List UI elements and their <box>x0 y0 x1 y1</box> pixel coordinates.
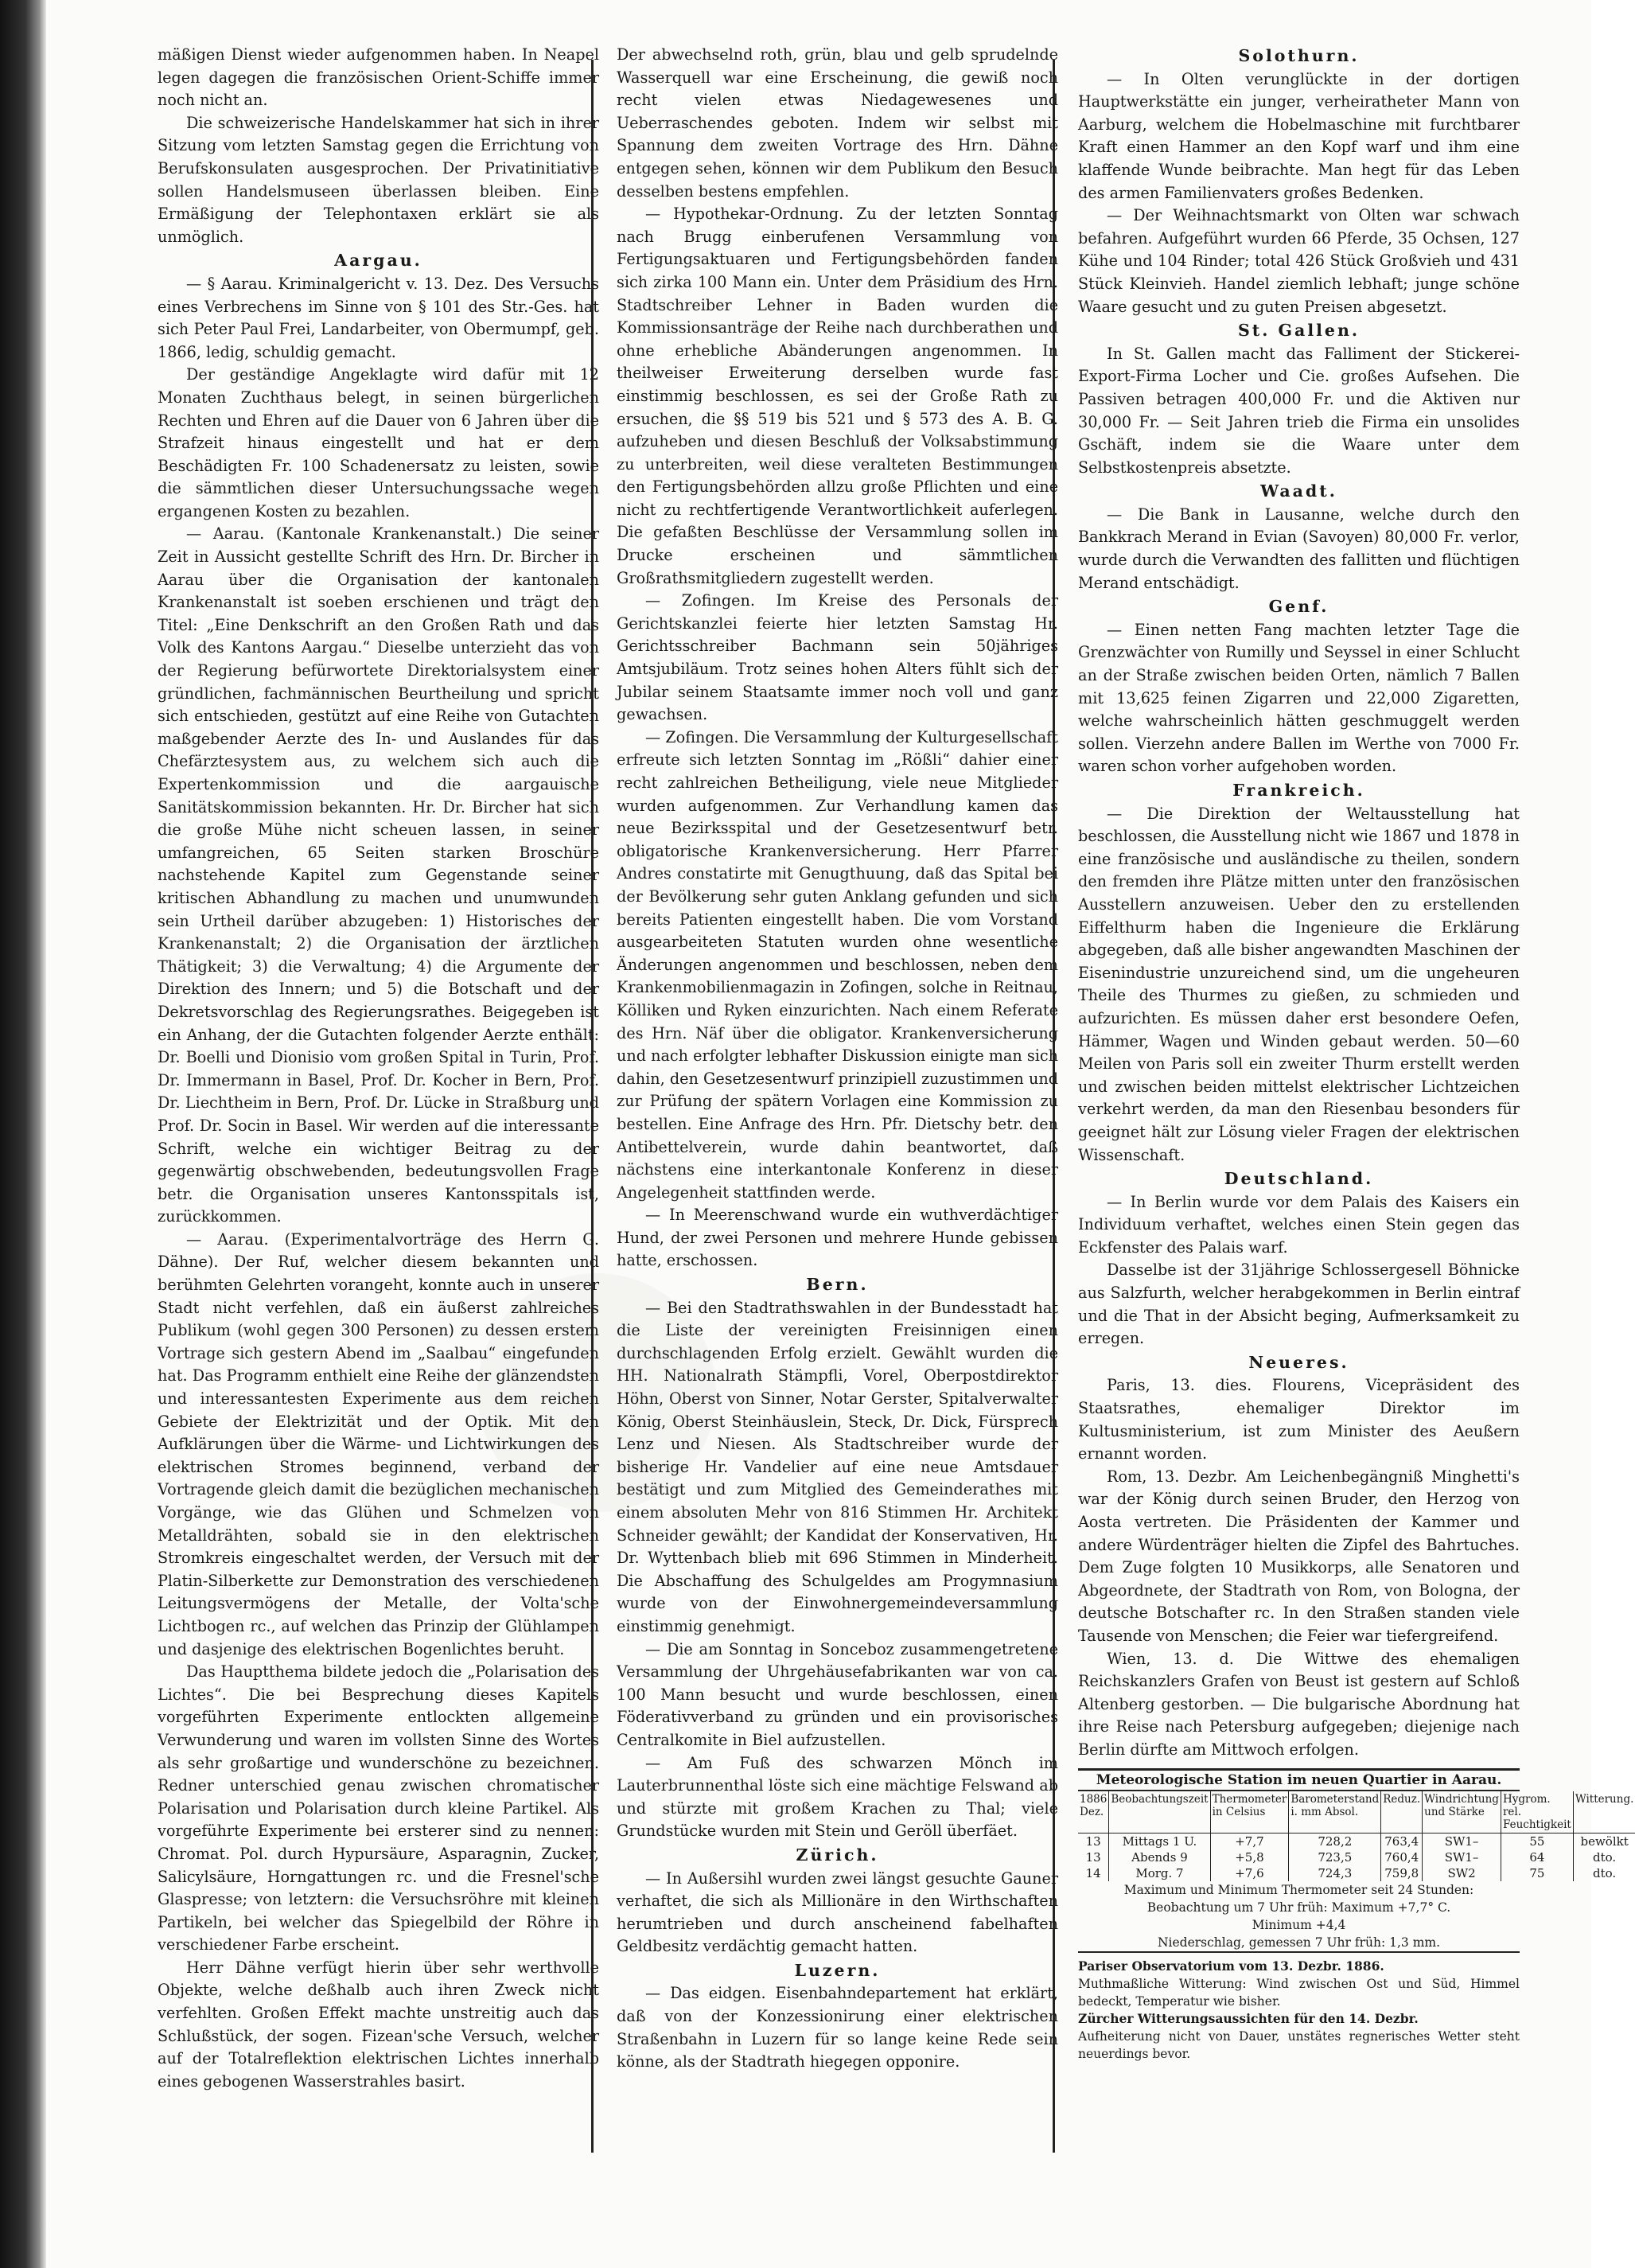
weather-col-header: Beobachtungszeit <box>1109 1791 1210 1833</box>
table-cell: dto. <box>1593 1865 1617 1880</box>
article-text: — Die am Sonntag in Sonceboz zusammengetretene Versammlung der Uhrgehäusefabrikanten war von ca. 100 Mann besucht und wurde beschlossen, einen Föderativverband zu gründen und ein provisorisches Centralkomite in Biel aufzustellen. <box>617 1639 1058 1749</box>
table-cell: 13 <box>1078 1833 1109 1849</box>
table-cell: +7,6 <box>1210 1865 1289 1881</box>
article-text: — Aarau. (Experimentalvorträge des Herrn G. Dähne). Der Ruf, welcher diesem bekannten und berühmten Gelehrten vorangeht, konnte auch in unserer Stadt nicht verfehlen, daß ein äußerst zahlreiches Publikum (wohl gegen 300 Personen) zu dessen erstem Vortrage sich gestern Abend im „Saalbau“ eingefunden hat. Das Programm enthielt eine Reihe der glänzendsten und interessantesten Experimente aus dem reichen Gebiete der Elektrizität und der Optik. Mit den Aufklärungen über die Wärme- und Lichtwirkungen des elektrischen Stromes beginnend, verband der Vortragende gleich damit die bezüglichen mechanischen Vorgänge, wie das Glühen und Schmelzen von Metalldrähten, sobald sie in den elektrischen Stromkreis eingeschaltet werden, der Versuch mit der Platin-Silberkette zur Demonstration des verschiedenen Leitungsvermögens der Metalle, der Volta'sche Lichtbogen rc., auf welchen das Prinzip der Glühlampen und dasjenige des elektrischen Bogenlichtes beruht. <box>158 1229 599 1658</box>
table-cell: 14 <box>1078 1865 1109 1881</box>
forecast-title: Pariser Observatorium vom 13. Dezbr. 1886. <box>1078 1958 1384 1974</box>
article-text: — In Außersihl wurden zwei längst gesuchte Gauner verhaftet, die sich als Millionäre in den Wirthschaften herumtrieben und durch anscheinend fabelhaften Geldbesitz verdächtig gemacht hatten. <box>617 1869 1058 1956</box>
table-cell: 64 <box>1501 1849 1573 1865</box>
book-binding-shadow <box>0 0 46 2268</box>
article-text: — In Berlin wurde vor dem Palais des Kaisers ein Individuum verhaftet, welches einen Stein gegen das Eckfenster des Palais warf. <box>1078 1192 1520 1257</box>
section-heading-frankreich: Frankreich. <box>1232 781 1365 800</box>
table-cell: Mittags 1 U. <box>1109 1833 1210 1849</box>
table-cell: +7,7 <box>1210 1833 1289 1849</box>
article-text: Die schweizerische Handelskammer hat sich in ihrer Sitzung vom letzten Samstag gegen die Errichtung von Berufskonsulaten ausgesprochen. Der Privatinitiative sollen Handelsmuseen überlassen bleiben. Eine Ermäßigung der Telephontaxen erklärt sie als unmöglich. <box>158 113 599 246</box>
article-text: Herr Dähne verfügt hierin über sehr werthvolle Objekte, welche deßhalb auch ihren Zweck nicht verfehlten. Großen Effekt machte unstreitig auch das Schlußstück, der sogen. Fizean'sche Versuch, welcher auf der Totalreflektion elektrischen Lichtes innerhalb eines gebogenen Wasserstrahles basirt. <box>158 1958 599 2091</box>
article-text: — In Meerenschwand wurde ein wuthverdächtiger Hund, der zwei Personen und mehrere Hunde gebissen hatte, erschossen. <box>617 1206 1058 1270</box>
table-cell: +5,8 <box>1210 1849 1289 1865</box>
table-cell: SW1– <box>1423 1833 1501 1849</box>
table-cell: 759,8 <box>1381 1865 1423 1881</box>
table-cell: SW1– <box>1423 1849 1501 1865</box>
weather-col-header: Hygrom. rel. Feuchtigkeit <box>1501 1791 1573 1833</box>
section-heading-solothurn: Solothurn. <box>1238 46 1360 65</box>
article-text: Wien, 13. d. Die Wittwe des ehemaligen Reichskanzlers Grafen von Beust ist gestern auf Schloß Altenberg gestorben. — Die bulgarische Abordnung hat ihre Reise nach Petersburg aufgegeben; diejenige nach Berlin dürfte am Mittwoch erfolgen. <box>1078 1649 1520 1759</box>
table-cell: 728,2 <box>1289 1833 1381 1849</box>
weather-col-header: Barometerstand i. mm Absol. <box>1289 1791 1381 1833</box>
article-text: Paris, 13. dies. Flourens, Vicepräsident des Staatsrathes, ehemaliger Direktor im Kultusministerium, ist zum Minister des Aeußern ernannt worden. <box>1078 1376 1520 1463</box>
section-heading-luzern: Luzern. <box>794 1960 881 1980</box>
section-heading-neueres: Neueres. <box>1248 1352 1349 1372</box>
article-text: — Hypothekar-Ordnung. Zu der letzten Sonntag nach Brugg einberufenen Versammlung von Fertigungsaktuaren und Fertigungsbehörden fanden sich zirka 100 Mann ein. Unter dem Präsidium des Hrn. Stadtschreiber Lehner in Baden wurden die Kommissionsanträge der Reihe nach durchberathen und ohne erhebliche Abänderungen angenommen. In theilweiser Erweiterung derselben wurde fast einstimmig beschlossen, es sei der Große Rath zu ersuchen, die §§ 519 bis 521 und § 573 des A. B. G. aufzuheben und diesen Beschluß der Volksabstimmung zu unterbreiten, weil diese veralteten Bestimmungen den Fertigungsbehörden allzu große Pflichten und eine nicht zu rechtfertigende Verantwortlichkeit auferlegen. Die gefaßten Beschlüsse der Versammlung sollen im Drucke erscheinen und sämmtlichen Großrathsmitgliedern zugestellt werden. <box>617 205 1058 587</box>
table-cell: 55 <box>1501 1833 1573 1849</box>
article-text: — Bei den Stadtrathswahlen in der Bundesstadt hat die Liste der vereinigten Freisinnigen einen durchschlagenden Erfolg erzielt. Gewählt wurden die HH. Nationalrath Stämpfli, Vorel, Oberpostdirektor Höhn, Oberst von Sinner, Notar Gerster, Spitalverwalter König, Oberst Steinhäuslein, Steck, Dr. Dick, Fürsprech Lenz und Niesen. Als Stadtschreiber wurde der bisherige Hr. Vandelier auf eine neue Amtsdauer bestätigt und zum Mitglied des Gemeinderathes mit einem absoluten Mehr von 816 Stimmen Hr. Architekt Schneider gewählt; der Kandidat der Konservativen, Hr. Dr. Wyttenbach blieb mit 696 Stimmen in Minderheit. Die Abschaffung des Schulgeldes am Progymnasium wurde von der Einwohnergemeindeversammlung einstimmig genehmigt. <box>617 1298 1058 1635</box>
weather-data-table <box>1078 1791 1635 1881</box>
table-cell: dto. <box>1593 1849 1617 1865</box>
table-row <box>1078 1833 1635 1849</box>
table-cell: 723,5 <box>1289 1849 1381 1865</box>
table-cell: Abends 9 <box>1109 1849 1210 1865</box>
article-text: — In Olten verunglückte in der dortigen Hauptwerkstätte ein junger, verheiratheter Mann von Aarburg, welchem die Hobelmaschine mit furchtbarer Kraft einen Hammer an den Kopf warf und ihm eine klaffende Wunde beibrachte. Man hegt für das Leben des armen Familienvaters großes Bedenken. <box>1078 69 1520 202</box>
weather-footnote: Niederschlag, gemessen 7 Uhr früh: 1,3 mm. <box>1157 1935 1441 1950</box>
section-heading-bern: Bern. <box>806 1275 869 1295</box>
article-text: — Einen netten Fang machten letzter Tage die Grenzwächter von Rumilly und Seyssel in einer Schlucht an der Straße zwischen beiden Orten, nämlich 7 Ballen mit 13,625 feinen Zigarren und 22,000 Zigaretten, welche wahrscheinlich hätten geschmuggelt werden sollen. Vierzehn andere Ballen im Werthe von 7000 Fr. waren schon vorher aufgehoben worden. <box>1078 620 1520 776</box>
weather-footnote: Maximum und Minimum Thermometer seit 24 Stunden: <box>1123 1882 1474 1897</box>
article-text: — Die Bank in Lausanne, welche durch den Bankkrach Merand in Evian (Savoyen) 80,000 Fr. verlor, wurde durch die Verwandten des fallitten und flüchtigen Merand entschädigt. <box>1078 505 1520 592</box>
section-heading-st-gallen: St. Gallen. <box>1238 321 1360 341</box>
weather-forecast <box>1078 1958 1520 2063</box>
article-text: In St. Gallen macht das Falliment der Stickerei-Export-Firma Locher und Cie. großes Aufsehen. Die Passiven betragen 400,000 Fr. und die Aktiven nur 30,000 Fr. — Seit Jahren trieb die Firma ein unsolides Gschäft, indem sie die Waare unter dem Selbstkostenpreis absetzte. <box>1078 344 1520 477</box>
weather-col-header: Thermometer in Celsius <box>1210 1791 1289 1833</box>
article-text: mäßigen Dienst wieder aufgenommen haben. In Neapel legen dagegen die französischen Orient-Schiffe immer noch nicht an. <box>158 45 599 110</box>
column-3 <box>1078 44 1634 2224</box>
table-cell: 760,4 <box>1381 1849 1423 1865</box>
column-2 <box>617 44 1058 2224</box>
article-text: Der abwechselnd roth, grün, blau und gelb sprudelnde Wasserquell war eine Erscheinung, die gewiß noch recht vielen etwas Niedagewesenes und Ueberraschendes geboten. Indem wir selbst mit Spannung dem zweiten Vortrage des Hrn. Dähne entgegen sehen, können wir dem Publikum den Besuch desselben bestens empfehlen. <box>617 45 1058 201</box>
article-text: — § Aarau. Kriminalgericht v. 13. Dez. Des Versuchs eines Verbrechens im Sinne von § 101 des Str.-Ges. hat sich Peter Paul Frei, Landarbeiter, von Obermumpf, geb. 1866, ledig, schuldig gemacht. <box>158 274 599 361</box>
forecast-title: Zürcher Witterungsaussichten für den 14. Dezbr. <box>1078 2010 1419 2026</box>
article-text: Das Hauptthema bildete jedoch die „Polarisation des Lichtes“. Die bei Besprechung dieses Kapitels vorgeführten Experimente entlockten allgemeine Verwunderung und waren im vollsten Sinne des Wortes als sehr großartige und wunderschöne zu bezeichnen. Redner unterschied genau zwischen chromatischer Polarisation und Polarisation durch kleine Partikel. Als vorgeführte Experimente bei ersterer sind zu nennen: Chromat. Pol. durch Hypursäure, Asparagnin, Zucker, Salicylsäure, Horngattungen rc. und die Fresnel'sche Glaspresse; von letztern: die Versuchsröhre mit kleinen Partikeln, bei welcher das Spiegelbild der Röhre in verschiedener Farbe erscheint. <box>158 1662 599 1954</box>
table-row <box>1078 1849 1635 1865</box>
forecast-text: Muthmaßliche Witterung: Wind zwischen Ost und Süd, Himmel bedeckt, Temperatur wie bisher. <box>1078 1976 1520 2009</box>
table-cell: 763,4 <box>1381 1833 1423 1849</box>
section-heading-waadt: Waadt. <box>1260 481 1337 501</box>
weather-col-header: 1886 Dez. <box>1078 1791 1109 1833</box>
table-cell: 75 <box>1501 1865 1573 1881</box>
section-heading-aargau: Aargau. <box>334 251 422 271</box>
weather-header-row <box>1078 1791 1635 1833</box>
table-cell: SW2 <box>1423 1865 1501 1881</box>
weather-col-header: Reduz. <box>1381 1791 1423 1833</box>
article-text: Der geständige Angeklagte wird dafür mit 12 Monaten Zuchthaus belegt, in seinen bürgerlichen Rechten und Ehren auf die Dauer von 6 Jahren über die Strafzeit hinaus eingestellt und hat er dem Beschädigten Fr. 100 Schadenersatz zu leisten, sowie die sämmtlichen dieser Untersuchungssache wegen ergangenen Kosten zu bezahlen. <box>158 365 599 520</box>
article-text: — Die Direktion der Weltausstellung hat beschlossen, die Ausstellung nicht wie 1867 und 1878 in eine französische und ausländische zu theilen, sondern den fremden ihre Plätze mitten unter den französischen Ausstellern anzuweisen. Ueber den zu erstellenden Eiffelthurm haben die Ingenieure die Erklärung abgegeben, daß alle bisher angewandten Maschinen der Eisenindustrie unzureichend sind, um die ungeheuren Theile des Thurmes zu gießen, zu schmieden und aufzurichten. Es müssen daher erst besondere Oefen, Hämmer, Wagen und Winden gebaut werden. 50—60 Meilen von Paris soll ein zweiter Thurm erstellt werden und zwischen beiden mittelst elektrischer Lichtzeichen verkehrt werden, da man den Riesenbau besonders für geeignet hält zur Lösung vieler Fragen der elektrischen Wissenschaft. <box>1078 804 1520 1164</box>
article-text: — Der Weihnachtsmarkt von Olten war schwach befahren. Aufgeführt wurden 66 Pferde, 35 Ochsen, 127 Kühe und 104 Rinder; total 426 Stück Großvieh und 431 Stück Kleinvieh. Handel ziemlich lebhaft; junge schöne Waare gesucht und zu guten Preisen abgesetzt. <box>1078 206 1520 316</box>
column-1 <box>158 44 599 2224</box>
section-heading-zuerich: Zürich. <box>796 1845 879 1865</box>
section-heading-genf: Genf. <box>1268 597 1329 617</box>
weather-footnote: Beobachtung um 7 Uhr früh: Maximum +7,7° C. <box>1146 1900 1451 1915</box>
article-text: — Am Fuß des schwarzen Mönch im Lauterbrunnenthal löste sich eine mächtige Felswand ab und stürzte mit großem Krachen zu Thal; viele Grundstücke wurden mit Stein und Geröll überfäet. <box>617 1753 1058 1841</box>
article-text: Rom, 13. Dezbr. Am Leichenbegängniß Minghetti's war der König durch seinen Bruder, den Herzog von Aosta vertreten. Die Präsidenten der Kammer und andere Würdenträger hielten die Zipfel des Bahrtuches. Dem Zuge folgten 10 Musikkorps, alle Senatoren und Abgeordnete, der Stadtrath von Rom, von Bologna, der deutsche Botschafter rc. In den Straßen standen viele Tausende von Menschen; die Feier war tiefergreifend. <box>1078 1467 1520 1645</box>
table-cell: Morg. 7 <box>1109 1865 1210 1881</box>
table-cell: 13 <box>1078 1849 1109 1865</box>
table-cell: bewölkt <box>1580 1833 1629 1849</box>
article-text: — Zofingen. Im Kreise des Personals der Gerichtskanzlei feierte hier letzten Samstag Hr. Gerichtsschreiber Bachmann sein 50jähriges Amtsjubiläum. Trotz seines hohen Alters fühlt sich der Jubilar seinem Staatsamte immer noch voll und ganz gewachsen. <box>617 591 1058 724</box>
table-cell: 724,3 <box>1289 1865 1381 1881</box>
weather-footnote: Minimum +4,4 <box>1252 1917 1346 1932</box>
weather-table-title: Meteorologische Station im neuen Quartier in Aarau. <box>1078 1771 1520 1791</box>
article-text: — Das eidgen. Eisenbahndepartement hat erklärt, daß von der Konzessionirung einer elektrischen Straßenbahn in Luzern für so lange keine Rede sein könne, als der Stadtrath hiegegen opponire. <box>617 1984 1058 2071</box>
weather-col-header: Windrichtung und Stärke <box>1423 1791 1501 1833</box>
weather-col-header: Witterung. <box>1573 1791 1635 1833</box>
section-heading-deutschland: Deutschland. <box>1224 1169 1374 1189</box>
newspaper-page <box>119 44 1634 2224</box>
article-text: — Aarau. (Kantonale Krankenanstalt.) Die seiner Zeit in Aussicht gestellte Schrift des Hrn. Dr. Bircher in Aarau über die Organisation der kantonalen Krankenanstalt ist soeben erschienen und trägt den Titel: „Eine Denkschrift an den Großen Rath und das Volk des Kantons Aargau.“ Dieselbe unterzieht das von der Regierung befürwortete Direktorialsystem einer gründlichen, fachmännischen Beurtheilung und spricht sich entschieden, gestützt auf eine Reihe von Gutachten maßgebender Aerzte des In- und Auslandes für das Chefärztesystem aus, zu welchem sich auch die Expertenkommission und die aargauische Sanitätskommission bekannten. Hr. Dr. Bircher hat sich die große Mühe nicht scheuen lassen, in seiner umfangreichen, 65 Seiten starken Broschüre nachstehende Kapitel zum Gegenstande seiner kritischen Abhandlung zu machen und unumwunden sein Urtheil darüber abzugeben: 1) Historisches der Krankenanstalt; 2) die Organisation der ärztlichen Thätigkeit; 3) die Verwaltung; 4) die Argumente der Direktion des Innern; und 5) die Botschaft und der Dekretsvorschlag des Regierungsrathes. Beigegeben ist ein Anhang, der die Gutachten folgender Aerzte enthält: Dr. Boelli und Dionisio vom großen Spital in Turin, Prof. Dr. Immermann in Basel, Prof. Dr. Kocher in Bern, Prof. Dr. Liechtheim in Bern, Prof. Dr. Lücke in Straßburg und Prof. Dr. Socin in Basel. Wir werden auf die interessante Schrift, welche ein wichtiger Beitrag zu der gegenwärtig obschwebenden, bedeutungsvollen Frage betr. die Organisation unseres Kantonsspitals ist, zurückkommen. <box>158 524 599 1226</box>
article-text: Dasselbe ist der 31jährige Schlossergesell Böhnicke aus Salzfurth, welcher herabgekommen in Berlin eintraf und die That in der Absicht beging, Aufmerksamkeit zu erregen. <box>1078 1261 1520 1348</box>
forecast-text: Aufheiterung nicht von Dauer, unstätes regnerisches Wetter steht neuerdings bevor. <box>1078 2028 1520 2061</box>
table-row <box>1078 1865 1635 1881</box>
article-text: — Zofingen. Die Versammlung der Kulturgesellschaft erfreute sich letzten Sonntag im „Rößli“ dahier einer recht zahlreichen Betheiligung, viele neue Mitglieder wurden aufgenommen. Zur Verhandlung kamen das neue Bezirksspital und der Gesetzesentwurf betr. obligatorische Krankenversicherung. Herr Pfarrer Andres constatirte mit Genugthuung, daß das Spital bei der Bevölkerung sehr guten Anklang gefunden und sich bereits Patienten eingestellt haben. Die vom Vorstand ausgearbeiteten Statuten wurden ohne wesentliche Änderungen angenommen und beschlossen, neben dem Krankenmobilienmagazin in Zofingen, solche in Reitnau, Kölliken und Ryken einzurichten. Nach einem Referate des Hrn. Näf über die obligator. Krankenversicherung und nach erfolgter lebhafter Diskussion einigte man sich dahin, den Gesetzesentwurf prinzipiell zuzustimmen und zur Prüfung der spätern Vorlagen eine Kommission zu bestellen. Eine Anfrage des Hrn. Pfr. Dietschy betr. den Antibettelverein, wurde dahin beantwortet, daß nächstens eine interkantonale Konferenz in dieser Angelegenheit stattfinden werde. <box>617 727 1058 1202</box>
weather-station-table <box>1078 1768 1634 1953</box>
